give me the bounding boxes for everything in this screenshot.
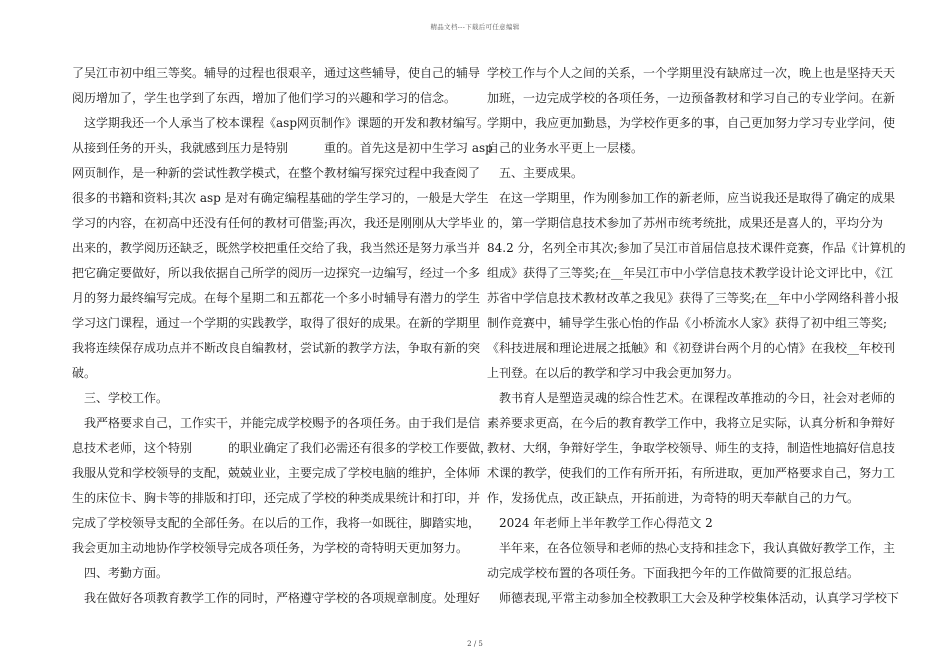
text-line: 作，发扬优点，改正缺点，开拓前进，为奇特的明天奉献自己的力气。 bbox=[487, 491, 860, 505]
left-column bbox=[72, 61, 493, 611]
text-line: 2024 年老师上半年教学工作心得范文 2 bbox=[499, 516, 713, 530]
text-line: 的，第一学期信息技术参加了苏州市统考统批，成果还是喜人的，平均分为 bbox=[487, 216, 884, 230]
text-line: 四、考勤方面。 bbox=[84, 566, 169, 580]
text-line: 息技术老师，这个特别 的职业确定了我们必需还有很多的学校工作要做， bbox=[72, 441, 493, 455]
text-line: 《科技进展和理论进展之抵触》和《初登讲台两个月的心情》在我校__年校刊 bbox=[487, 341, 896, 355]
text-line: 动完成学校布置的各项任务。下面我把今年的工作做简要的汇报总结。 bbox=[487, 566, 860, 580]
page-number: 2 / 5 bbox=[467, 640, 483, 648]
text-line: 素养要求更高，在今后的教育教学工作中，我将立足实际，认真分析和争辩好 bbox=[487, 416, 896, 430]
text-line: 我服从党和学校领导的支配，兢兢业业，主要完成了学校电脑的维护，全体师 bbox=[72, 466, 481, 480]
text-line: 我在做好各项教育教学工作的同时，严格遵守学校的各项规章制度。处理好 bbox=[84, 591, 481, 605]
text-line: 很多的书籍和资料;其次 asp 是对有确定编程基础的学生学习的，一般是大学生 bbox=[72, 191, 489, 205]
text-line: 这学期我还一个人承当了校本课程《asp网页制作》课题的开发和教材编写。 bbox=[84, 116, 489, 130]
text-line: 从接到任务的开头，我就感到压力是特别 重的。首先这是初中生学习 asp bbox=[72, 141, 493, 155]
text-line: 制作竞赛中，辅导学生张心怡的作品《小桥流水人家》获得了初中组三等奖; bbox=[487, 316, 888, 330]
text-line: 阅历增加了，学生也学到了东西，增加了他们学习的兴趣和学习的信念。 bbox=[72, 91, 457, 105]
text-line: 三、学校工作。 bbox=[84, 391, 169, 405]
text-line: 我会更加主动地协作学校领导完成各项任务，为学校的奇特明天更加努力。 bbox=[72, 541, 469, 555]
text-line: 师德表现,平常主动参加全校教职工大会及种学校集体活动，认真学习学校下 bbox=[499, 591, 899, 605]
text-line: 我严格要求自己，工作实干，并能完成学校赐予的各项任务。由于我们是信 bbox=[84, 416, 481, 430]
text-line: 破。 bbox=[72, 366, 97, 380]
text-line: 上刊登。在以后的教学和学习中我会更加努力。 bbox=[487, 366, 740, 380]
text-line: 学期中，我应更加勤恳，为学校作更多的事，自己更加努力学习专业学问，使 bbox=[487, 116, 896, 130]
text-line: 自己的业务水平更上一层楼。 bbox=[487, 141, 644, 155]
text-line: 出来的，教学阅历还缺乏，既然学校把重任交给了我，我当然还是努力承当并 bbox=[72, 241, 481, 255]
text-line: 术课的教学，使我们的工作有所开拓，有所进取，更加严格要求自己，努力工 bbox=[487, 466, 896, 480]
text-line: 在这一学期里，作为刚参加工作的新老师，应当说我还是取得了确定的成果 bbox=[499, 191, 896, 205]
page-header: 精品文档---下载后可任意编辑 bbox=[430, 23, 520, 31]
right-column bbox=[487, 61, 906, 611]
text-line: 月的努力最终编写完成。在每个星期二和五都花一个多小时辅导有潜力的学生 bbox=[72, 291, 481, 305]
text-line: 了吴江市初中组三等奖。辅导的过程也很艰辛，通过这些辅导，使自己的辅导 bbox=[72, 66, 481, 80]
text-line: 网页制作，是一种新的尝试性教学模式，在整个教材编写探究过程中我查阅了 bbox=[72, 166, 481, 180]
text-line: 学习的内容，在初高中还没有任何的教材可借鉴;再次，我还是刚刚从大学毕业 bbox=[72, 216, 485, 230]
text-line: 把它确定要做好，所以我依据自己所学的阅历一边探究一边编写，经过一个多 bbox=[72, 266, 481, 280]
text-line: 五、主要成果。 bbox=[499, 166, 584, 180]
text-line: 组成》获得了三等奖;在__年吴江市中小学信息技术教学设计论文评比中，《江 bbox=[487, 266, 894, 280]
text-line: 加班，一边完成学校的各项任务，一边预备教材和学习自己的专业学问。在新 bbox=[487, 91, 896, 105]
text-line: 完成了学校领导支配的全部任务。在以后的工作，我将一如既往，脚踏实地， bbox=[72, 516, 481, 530]
text-line: 教材、大纲，争辩好学生，争取学校领导、师生的支持，制造性地搞好信息技 bbox=[487, 441, 896, 455]
text-line: 半年来，在各位领导和老师的热心支持和挂念下，我认真做好教学工作，主 bbox=[499, 541, 896, 555]
text-line: 教书育人是塑造灵魂的综合性艺术。在课程改革推动的今日，社会对老师的 bbox=[499, 391, 896, 405]
text-line: 学校工作与个人之间的关系，一个学期里没有缺席过一次，晚上也是坚持天天 bbox=[487, 66, 896, 80]
text-line: 生的床位卡、胸卡等的排版和打印，还完成了学校的种类成果统计和打印，并 bbox=[72, 491, 481, 505]
text-line: 苏省中学信息技术教材改革之我见》获得了三等奖;在__年中小学网络科普小报 bbox=[487, 291, 900, 305]
text-line: 84.2 分，名列全市其次;参加了吴江市首届信息技术课件竞赛，作品《计算机的 bbox=[487, 241, 906, 255]
text-line: 学习这门课程，通过一个学期的实践教学，取得了很好的成果。在新的学期里 bbox=[72, 316, 481, 330]
text-line: 我将连续保存成功点并不断改良自编教材，尝试新的教学方法，争取有新的突 bbox=[72, 341, 481, 355]
